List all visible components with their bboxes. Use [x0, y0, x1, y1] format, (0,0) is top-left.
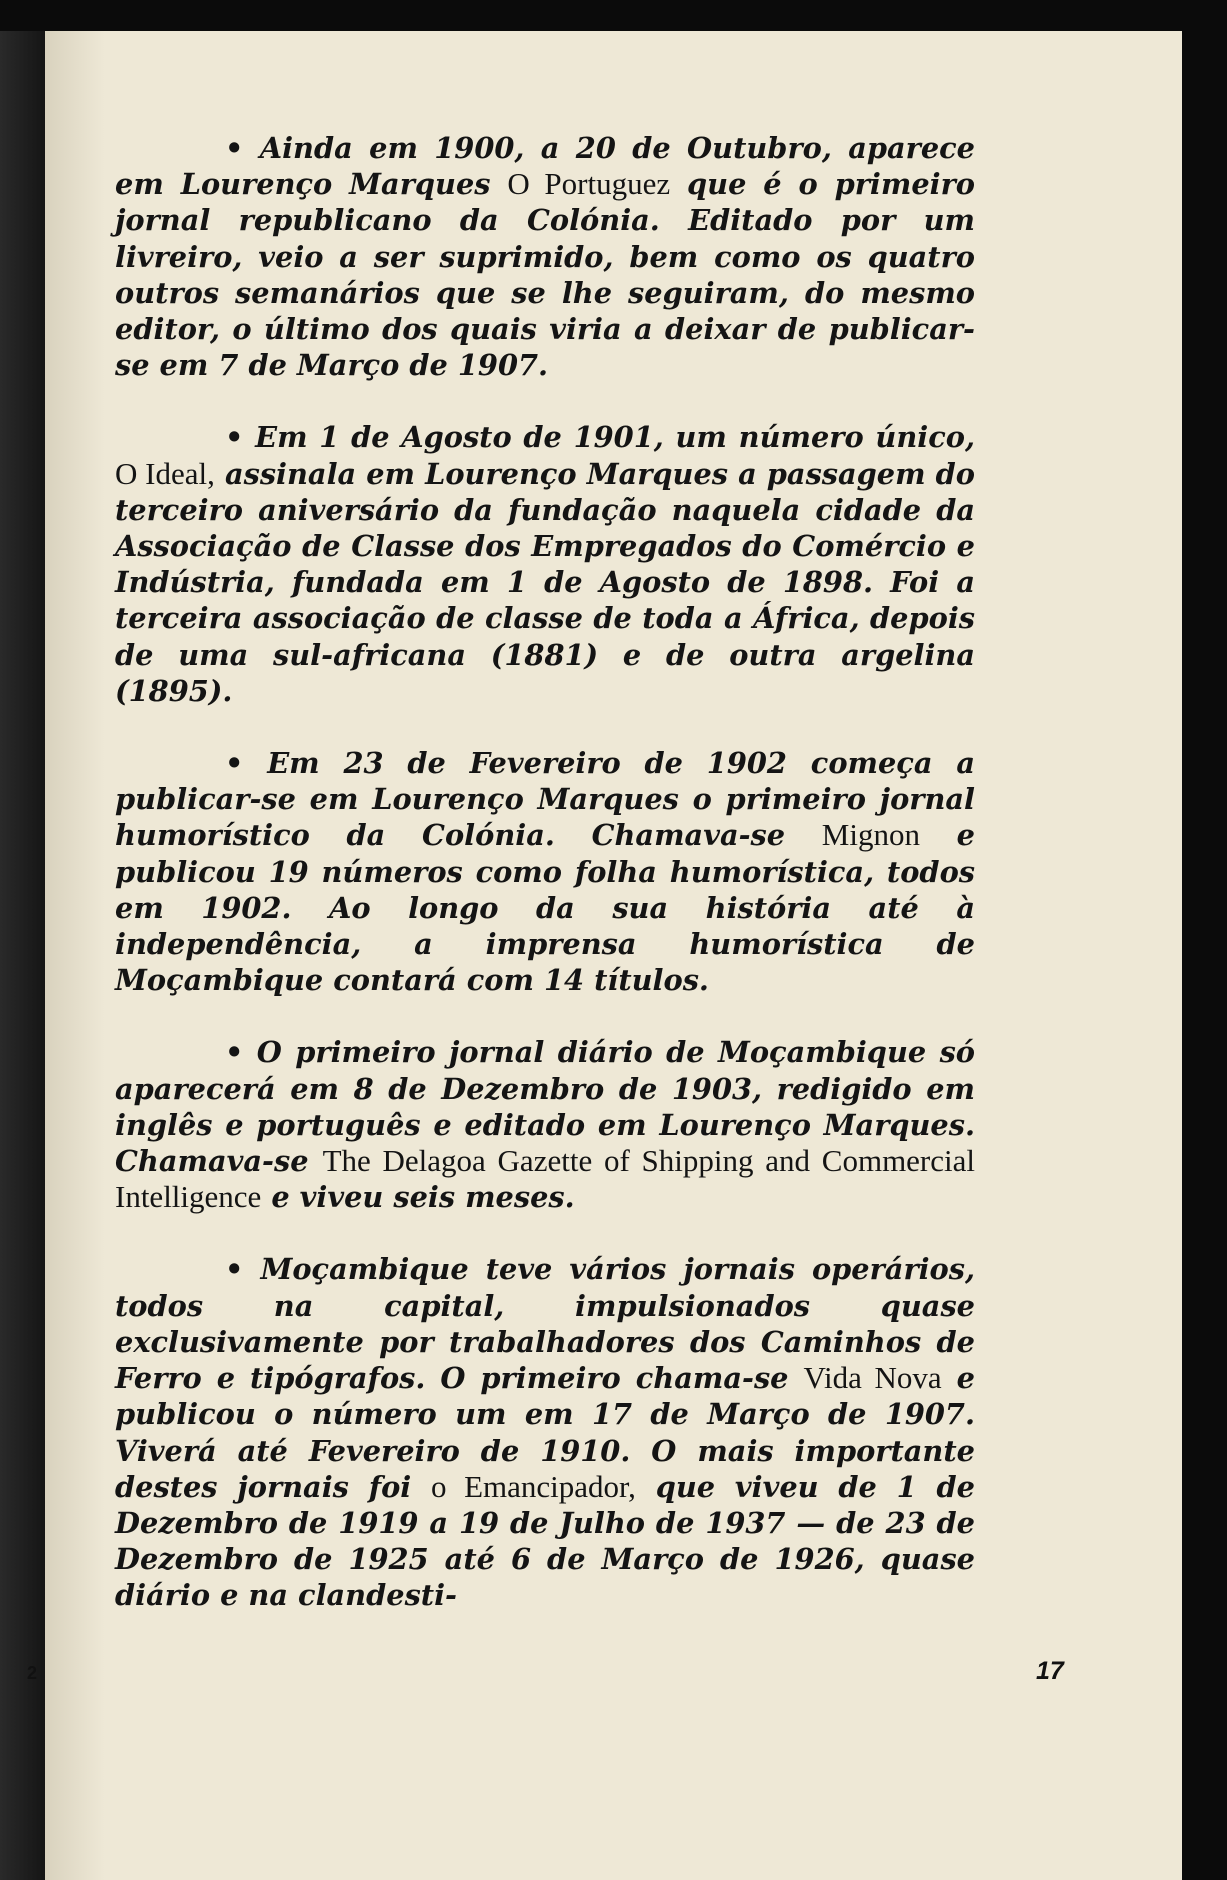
bullet-mark: •: [225, 746, 268, 781]
bullet-mark: •: [225, 131, 260, 165]
text-run: O primeiro jornal diário de Moçambique só aparecerá em 8 de Dezembro de 1903, redigido em inglês e português e editado em Lourenço Marques. Chamava-se: [115, 1035, 975, 1179]
bullet-mark: •: [225, 420, 256, 455]
text-run: que viveu de 1 de Dezembro de 1919 a 19 de Julho de 1937 — de 23 de Dezembro de 1925 até 6 de Março de 1926, quase diário e na clandesti-: [115, 1469, 975, 1613]
book-spine: [0, 31, 45, 1880]
paragraph: [115, 130, 975, 383]
page-gutter-shadow: [45, 31, 105, 1880]
paragraph: [115, 1034, 975, 1215]
text-run: Em 1 de Agosto de 1901, um número único,: [255, 420, 975, 455]
text-run: assinala em Lourenço Marques a passagem do terceiro aniversário da fundação naquela cidade da Associação de Classe dos Empregados do Comércio e Indústria, fundada em 1 de Agosto de 1898. Foi a terceira associação de classe de toda a África, depois de uma sul-africana (1881) e de outra argelina (1895).: [115, 456, 976, 708]
text-run: Em 23 de Fevereiro de 1902 começa a publicar-se em Lourenço Marques o primeiro jornal humorístico da Colónia. Chamava-se: [115, 746, 975, 853]
newspaper-title: o Emancipador,: [431, 1468, 636, 1504]
text-run: Moçambique teve vários jornais operários, todos na capital, impulsionados quase exclusivamente por trabalhadores dos Caminhos de Ferro e tipógrafos. O primeiro chama-se: [115, 1252, 976, 1396]
newspaper-title: Mignon: [821, 817, 920, 853]
paragraph: [115, 1251, 975, 1613]
paragraph: [115, 419, 975, 709]
text-run: Ainda em 1900, a 20 de Outubro, aparece em Lourenço Marques: [115, 131, 975, 202]
newspaper-title: Vida Nova: [803, 1360, 942, 1396]
text-run: e publicou o número um em 17 de Março de 1907. Viverá até Fevereiro de 1910. O mais importante destes jornais foi: [115, 1361, 975, 1504]
page-number: 17: [1036, 1657, 1064, 1685]
bullet-mark: •: [225, 1035, 257, 1070]
newspaper-title: O Ideal,: [115, 455, 215, 491]
bullet-mark: •: [225, 1252, 261, 1287]
newspaper-title: The Delagoa Gazette of Shipping and Commercial Intelligence: [115, 1143, 976, 1215]
newspaper-title: O Portuguez: [507, 166, 671, 202]
body-text: [115, 130, 975, 1650]
signature-mark: 2: [27, 1663, 38, 1683]
text-run: e viveu seis meses.: [261, 1180, 575, 1215]
text-run: que é o primeiro jornal republicano da Colónia. Editado por um livreiro, veio a ser suprimido, bem como os quatro outros semanários que se lhe seguiram, do mesmo editor, o último dos quais viria a deixar de publicar-se em 7 de Março de 1907.: [115, 167, 975, 383]
paragraph: [115, 745, 975, 998]
text-run: e publicou 19 números como folha humorística, todos em 1902. Ao longo da sua história até à independência, a imprensa humorística de Moçambique contará com 14 títulos.: [115, 818, 976, 998]
